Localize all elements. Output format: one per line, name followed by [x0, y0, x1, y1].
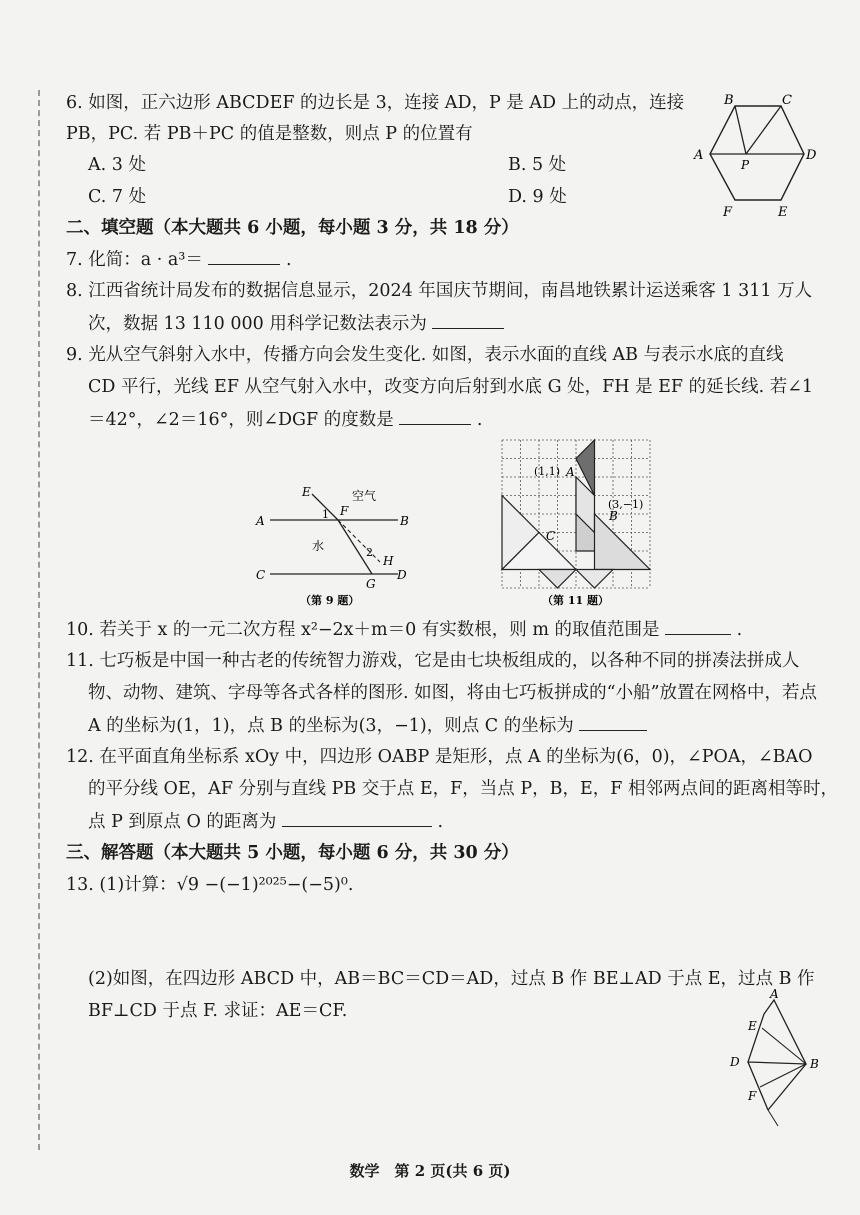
svg-text:A: A	[694, 148, 704, 163]
q10-answer-blank[interactable]	[665, 616, 731, 635]
q11-text: A 的坐标为(1，1)，点 B 的坐标为(3，−1)，则点 C 的坐标为	[88, 716, 574, 736]
q11-line2: 物、动物、建筑、字母等各式各样的图形. 如图，将由七巧板拼成的“小船”放置在网格中，若点	[88, 683, 818, 703]
q6-option-d: D. 9 处	[508, 187, 567, 207]
svg-text:B: B	[609, 509, 618, 523]
svg-text:F: F	[723, 205, 733, 220]
q13-part2-line1: (2)如图，在四边形 ABCD 中，AB＝BC＝CD＝AD，过点 B 作 BE⊥AD 于点 E，过点 B 作	[88, 969, 815, 989]
q7-line	[66, 246, 292, 273]
svg-text:H: H	[383, 554, 394, 568]
svg-text:（第 11 题）: （第 11 题）	[542, 594, 609, 607]
svg-text:C: C	[256, 568, 266, 582]
svg-text:F: F	[748, 1089, 757, 1103]
q9-line1: 9. 光从空气斜射入水中，传播方向会发生变化. 如图，表示水面的直线 AB 与表示水底的直线	[66, 345, 784, 365]
q8-answer-blank[interactable]	[432, 310, 504, 329]
svg-text:(3,−1): (3,−1)	[608, 498, 644, 511]
q13-rhombus-figure	[718, 986, 828, 1131]
svg-text:P: P	[741, 158, 750, 172]
svg-text:B: B	[724, 93, 734, 108]
q8-line1: 8. 江西省统计局发布的数据信息显示，2024 年国庆节期间，南昌地铁累计运送乘客 1 311 万人	[66, 281, 813, 301]
q9-answer-blank[interactable]	[399, 406, 471, 425]
svg-text:D: D	[730, 1055, 740, 1069]
svg-text:（第 9 题）: （第 9 题）	[300, 594, 360, 607]
q6-option-a: A. 3 处	[88, 155, 146, 175]
q6-option-b: B. 5 处	[508, 155, 567, 175]
q10-line	[66, 616, 742, 643]
svg-text:E: E	[302, 485, 311, 499]
svg-text:E: E	[748, 1019, 757, 1033]
q6-option-c: C. 7 处	[88, 187, 147, 207]
q12-line3	[88, 808, 443, 835]
q11-answer-blank[interactable]	[579, 712, 647, 731]
q7-answer-blank[interactable]	[208, 246, 280, 265]
q11-line1: 11. 七巧板是中国一种古老的传统智力游戏，它是由七块板组成的，以各种不同的拼凑法拼成人	[66, 651, 800, 671]
svg-text:1: 1	[322, 508, 329, 521]
q10-text: 10. 若关于 x 的一元二次方程 x²−2x＋m＝0 有实数根，则 m 的取值范围是	[66, 620, 660, 640]
q7-tail: .	[286, 250, 292, 270]
svg-text:E: E	[778, 205, 788, 220]
q12-text: 点 P 到原点 O 的距离为	[88, 812, 277, 832]
svg-text:A: A	[566, 465, 575, 479]
q12-tail: .	[437, 812, 444, 832]
svg-text:B: B	[810, 1057, 819, 1071]
q7-text: 7. 化简：a · a³＝	[66, 250, 203, 270]
q12-line1: 12. 在平面直角坐标系 xOy 中，四边形 OABP 是矩形，点 A 的坐标为(6，0)，∠POA，∠BAO	[66, 747, 813, 767]
q9-tail: .	[476, 410, 483, 430]
q13-part2-line2: BF⊥CD 于点 F. 求证：AE＝CF.	[88, 1001, 348, 1021]
page-footer: 数学 第 2 页(共 6 页)	[349, 1162, 511, 1180]
q6-line1: 6. 如图，正六边形 ABCDEF 的边长是 3，连接 AD，P 是 AD 上的动点，连接	[66, 93, 685, 113]
svg-text:2: 2	[366, 546, 373, 559]
q12-line2: 的平分线 OE，AF 分别与直线 PB 交于点 E，F，当点 P，B，E，F 相邻两点间的距离相等时，	[88, 779, 838, 799]
binding-dashed-line	[38, 90, 40, 1150]
svg-text:A: A	[770, 987, 779, 1001]
q6-hexagon-figure	[686, 88, 826, 223]
q11-line3	[88, 712, 647, 739]
svg-text:D: D	[806, 148, 817, 163]
svg-text:(1,1): (1,1)	[534, 465, 561, 478]
svg-text:B: B	[400, 514, 409, 528]
svg-text:A: A	[256, 514, 265, 528]
svg-text:C: C	[546, 529, 556, 543]
svg-text:F: F	[340, 504, 349, 518]
q6-line2: PB，PC. 若 PB＋PC 的值是整数，则点 P 的位置有	[66, 124, 473, 144]
q9-text: ＝42°，∠2＝16°，则∠DGF 的度数是	[88, 410, 394, 430]
q8-line2	[88, 310, 504, 337]
q12-answer-blank[interactable]	[282, 808, 432, 827]
section-2-heading: 二、填空题（本大题共 6 小题，每小题 3 分，共 18 分）	[66, 218, 519, 238]
svg-text:空气: 空气	[352, 489, 377, 503]
q9-refraction-figure	[240, 480, 420, 610]
svg-text:D: D	[397, 568, 407, 582]
q8-text: 次，数据 13 110 000 用科学记数法表示为	[88, 314, 427, 334]
q13-part1: 13. (1)计算：√9 −(−1)²⁰²⁵−(−5)⁰.	[66, 875, 354, 895]
section-3-heading: 三、解答题（本大题共 5 小题，每小题 6 分，共 30 分）	[66, 843, 519, 863]
q10-tail: .	[736, 620, 743, 640]
svg-text:G: G	[366, 577, 376, 591]
q9-line2: CD 平行，光线 EF 从空气射入水中，改变方向后射到水底 G 处，FH 是 EF 的延长线. 若∠1	[88, 377, 814, 397]
svg-text:水: 水	[312, 539, 325, 553]
q9-line3	[88, 406, 482, 433]
svg-text:C: C	[782, 93, 792, 108]
q11-tangram-figure	[498, 436, 658, 611]
